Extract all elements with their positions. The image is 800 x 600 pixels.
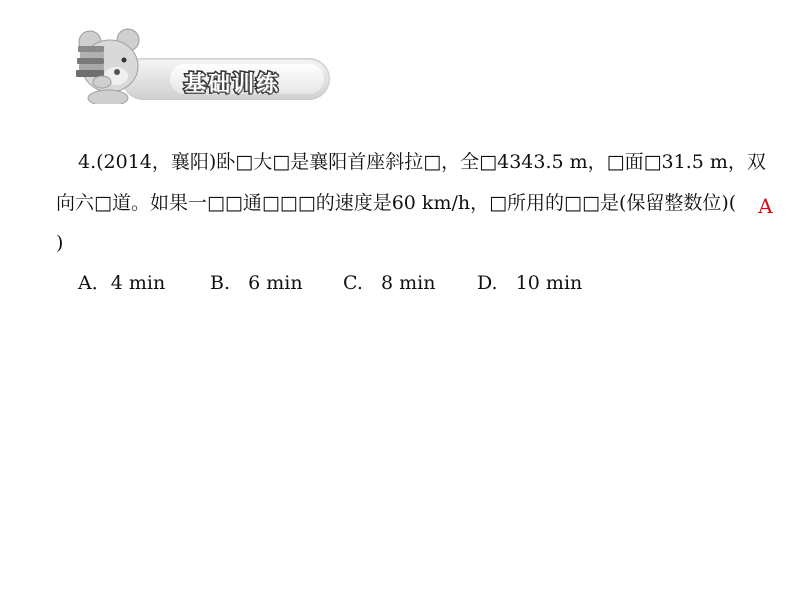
option-b: B. 6 min [210,272,303,294]
answer-mark: A [758,194,773,218]
bear-mascot-icon [72,24,152,104]
section-header [72,24,281,104]
section-badge [122,58,330,100]
option-a: A．4 min [78,272,166,294]
section-title: 基础训练 [184,72,281,97]
options-row [56,263,780,303]
question-text-end: ) [56,232,64,254]
option-d: D. 10 min [477,272,583,294]
question-text: 4.(2014，襄阳)卧□大□是襄阳首座斜拉□，全□4343.5 m，□面□31.5 m，双向六□道。如果一□□通□□□的速度是60 km/h，□所用的□□是(保留整数位)( [56,151,766,214]
option-c: C. 8 min [343,272,436,294]
question-block [56,142,780,303]
question-stem [56,142,780,263]
